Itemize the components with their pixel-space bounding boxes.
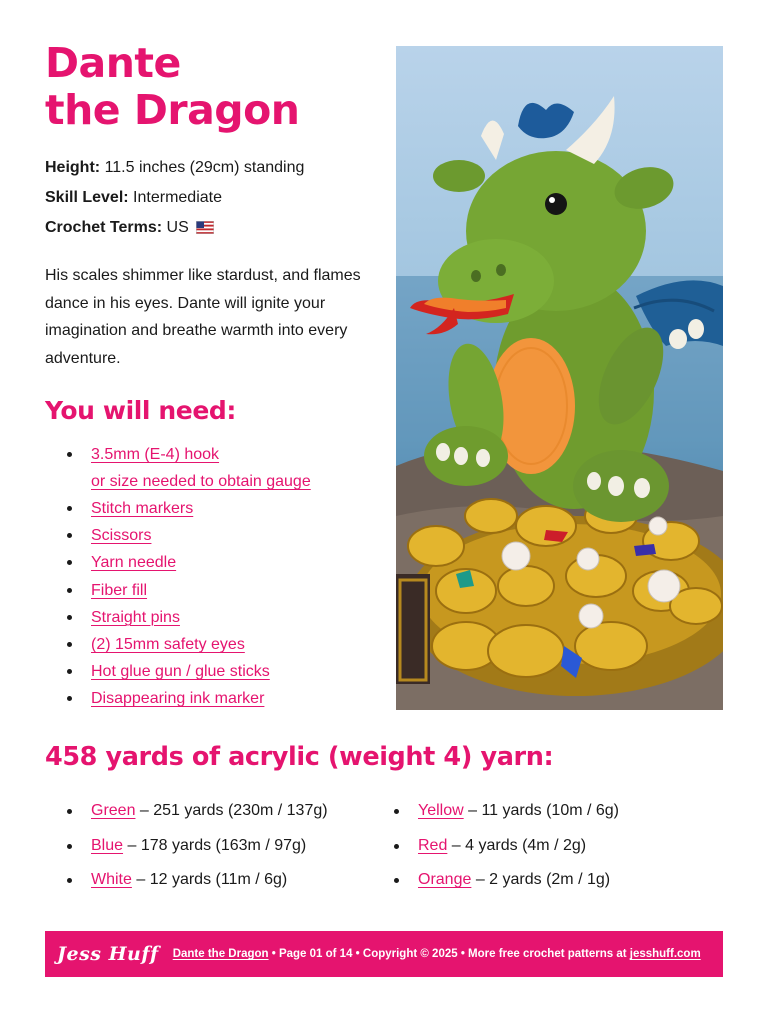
pattern-specs — [45, 155, 304, 245]
material-link-safety-eyes[interactable]: (2) 15mm safety eyes — [91, 635, 245, 653]
yarn-list-right — [392, 798, 619, 902]
footer-text — [173, 948, 701, 960]
spec-label: Crochet Terms: — [45, 219, 163, 236]
list-item — [65, 441, 311, 495]
material-link-fiber-fill[interactable]: Fiber fill — [91, 581, 148, 599]
brand-logo: Jess Huff — [57, 943, 159, 965]
spec-value: 11.5 inches (29cm) standing — [104, 159, 305, 176]
list-item — [65, 604, 311, 631]
yarn-link-white[interactable]: White — [91, 871, 132, 888]
material-link-yarn-needle[interactable]: Yarn needle — [91, 554, 177, 572]
material-label: 3.5mm (E-4) hook — [91, 446, 220, 463]
spec-value: US — [166, 219, 189, 236]
material-link-glue-gun[interactable]: Hot glue gun / glue sticks — [91, 663, 270, 681]
list-item — [65, 685, 311, 712]
spec-crochet-terms — [45, 215, 304, 245]
list-item — [65, 577, 311, 604]
pattern-description: His scales shimmer like stardust, and flames dance in his eyes. Dante will ignite your imagination and breathe warmth into every adventure. — [45, 267, 361, 367]
yarn-amount: – 251 yards (230m / 137g) — [135, 802, 328, 819]
spec-height — [45, 155, 304, 185]
list-item — [65, 833, 328, 868]
material-link-stitch-markers[interactable]: Stitch markers — [91, 500, 194, 517]
material-link-ink-marker[interactable]: Disappearing ink marker — [91, 690, 265, 708]
title-line-1: Dante — [45, 39, 181, 87]
list-item — [65, 798, 328, 833]
spec-label: Height: — [45, 159, 101, 176]
list-item — [65, 631, 311, 658]
us-flag-icon — [196, 221, 214, 234]
yarn-link-green[interactable]: Green — [91, 802, 136, 819]
yarn-heading: 458 yards of acrylic (weight 4) yarn: — [45, 742, 554, 772]
yarn-amount: – 12 yards (11m / 6g) — [131, 871, 288, 888]
material-link-scissors[interactable]: Scissors — [91, 527, 152, 545]
yarn-list-left — [65, 798, 328, 902]
page-footer — [45, 931, 723, 977]
list-item — [65, 495, 311, 522]
yarn-link-yellow[interactable]: Yellow — [418, 802, 464, 819]
list-item — [65, 658, 311, 685]
yarn-amount: – 2 yards (2m / 1g) — [471, 871, 611, 888]
materials-list — [65, 441, 311, 713]
material-sublabel: or size needed to obtain gauge — [91, 473, 311, 490]
page-title — [45, 40, 300, 134]
list-item — [65, 522, 311, 549]
spec-skill-level — [45, 185, 304, 215]
yarn-link-orange[interactable]: Orange — [418, 871, 472, 888]
dragon-photo — [396, 46, 723, 710]
yarn-amount: – 11 yards (10m / 6g) — [463, 802, 619, 819]
footer-meta: • Page 01 of 14 • Copyright © 2025 • More free crochet patterns at — [268, 948, 630, 960]
material-link-hook[interactable] — [91, 446, 311, 495]
list-item — [65, 549, 311, 576]
spec-value: Intermediate — [133, 189, 222, 206]
list-item — [392, 867, 619, 902]
yarn-amount: – 4 yards (4m / 2g) — [447, 836, 587, 854]
spec-label: Skill Level: — [45, 189, 129, 206]
material-link-straight-pins[interactable]: Straight pins — [91, 608, 180, 626]
list-item — [392, 798, 619, 833]
yarn-amount: – 178 yards (163m / 97g) — [123, 836, 307, 854]
list-item — [65, 867, 328, 902]
yarn-link-red[interactable]: Red — [418, 836, 448, 854]
materials-heading: You will need: — [45, 396, 236, 425]
title-line-2: the Dragon — [45, 86, 300, 134]
list-item — [392, 833, 619, 868]
website-link[interactable]: jesshuff.com — [629, 948, 701, 960]
pattern-title-link[interactable]: Dante the Dragon — [172, 948, 269, 960]
yarn-link-blue[interactable]: Blue — [91, 836, 124, 854]
